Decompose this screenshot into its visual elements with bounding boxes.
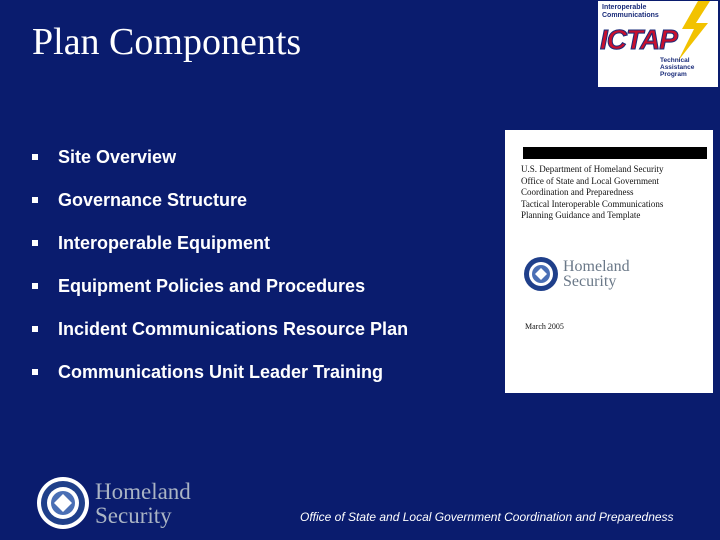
dhs-seal-icon: [523, 256, 559, 292]
bullet-item: [32, 265, 408, 308]
document-date: March 2005: [525, 322, 564, 331]
document-cover-image: [505, 130, 713, 393]
ictap-logo-top-text: Interoperable Communications: [602, 4, 659, 19]
bullet-item: [32, 136, 408, 179]
bullet-text: Equipment Policies and Procedures: [58, 276, 366, 296]
bullet-item: [32, 222, 408, 265]
document-brand: [563, 259, 630, 289]
bullet-marker-icon: [32, 369, 38, 375]
ictap-logo-wordmark: ICTAP: [600, 24, 677, 55]
document-title-block: [521, 164, 709, 222]
document-line: Planning Guidance and Template: [521, 210, 641, 220]
bullet-text: Communications Unit Leader Training: [58, 362, 384, 382]
bullet-marker-icon: [32, 283, 38, 289]
ictap-logo: [598, 1, 718, 87]
footer-brand-line: Homeland: [95, 479, 191, 504]
bullet-item: [32, 179, 408, 222]
ictap-logo-sub-text: Technical Assistance Program: [660, 57, 695, 78]
footer-office-text: Office of State and Local Government Coordination and Preparedness: [300, 510, 674, 524]
document-brand-line: Homeland: [563, 258, 630, 275]
bullet-item: [32, 351, 408, 394]
bullet-marker-icon: [32, 154, 38, 160]
document-line: Coordination and Preparedness: [521, 187, 634, 197]
document-line: U.S. Department of Homeland Security: [521, 164, 664, 174]
footer-brand-line: Security: [95, 503, 172, 528]
dhs-seal-icon: [36, 476, 90, 530]
bullet-marker-icon: [32, 240, 38, 246]
bullet-item: [32, 308, 408, 351]
document-brand-line: Security: [563, 273, 617, 290]
document-header-bar: [523, 147, 707, 159]
footer-brand: [95, 480, 191, 528]
bullet-marker-icon: [32, 326, 38, 332]
page-title: Plan Components: [32, 21, 302, 63]
bullet-text: Interoperable Equipment: [58, 233, 271, 253]
bullet-text: Governance Structure: [58, 190, 248, 210]
document-line: Office of State and Local Government: [521, 175, 660, 186]
bullet-list: [32, 136, 408, 394]
document-line: Tactical Interoperable Communications: [521, 198, 664, 209]
bullet-text: Incident Communications Resource Plan: [58, 319, 409, 339]
bullet-text: Site Overview: [58, 147, 177, 167]
bullet-marker-icon: [32, 197, 38, 203]
